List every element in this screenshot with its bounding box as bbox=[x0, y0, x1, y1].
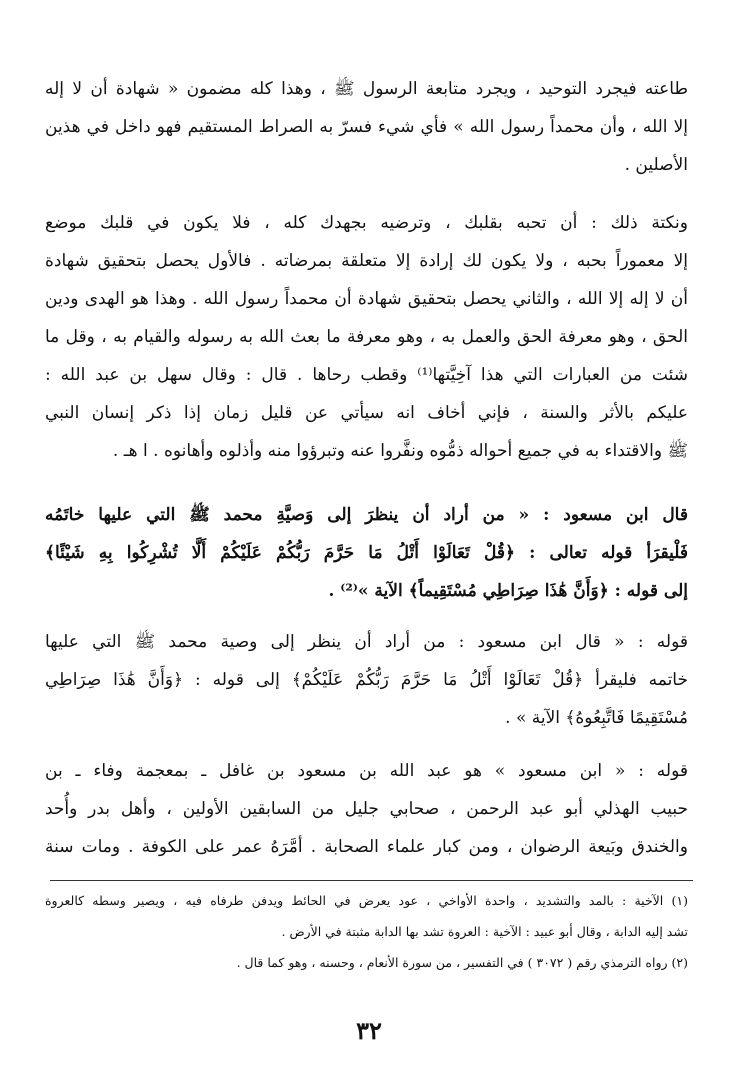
footnote-line: (٢) رواه الترمذي رقم ( ٣٠٧٢ ) في التفسير ، من سورة الأنعام ، وحسنه ، وهو كما قال . bbox=[236, 955, 688, 970]
text-line: طاعته فيجرد التوحيد ، ويجرد متابعة الرسول ﷺ ، وهذا كله مضمون « شهادة أن لا إله bbox=[45, 79, 688, 99]
footnote-line: تشد إليه الدابة ، وقال أبو عبيد : الآخية : العروة تشد بها الدابة مثبتة في الأرض . bbox=[281, 924, 688, 939]
text-line: خاتمه فليقرأ ﴿قُلْ تَعَالَوْا أَتْلُ مَا حَرَّمَ رَبُّكُمْ عَلَيْكُمْ﴾ إلى قوله : ﴿وَأَنَّ هَٰذَا صِرَاطِي bbox=[45, 670, 688, 690]
footnote-separator bbox=[50, 880, 693, 881]
text-line: عليكم بالأثر والسنة ، فإني أخاف انه سيأتي عن قليل زمان إذا ذكر إنسان النبي bbox=[45, 403, 688, 423]
text-line: إلا الله ، وأن محمداً رسول الله » فأي شيء فسرّ به الصراط المستقيم فهو داخل في هذين bbox=[45, 117, 688, 137]
text-line: قوله : « قال ابن مسعود : من أراد أن ينظر إلى وصية محمد ﷺ التي عليها bbox=[45, 632, 688, 652]
page-number: ٣٢ bbox=[356, 1016, 382, 1045]
text-line: مُسْتَقِيمًا فَاتَّبِعُوهُ﴾ الآية » . bbox=[505, 708, 688, 728]
text-line: والخندق وبَيعة الرضوان ، ومن كبار علماء الصحابة . أمَّرَهُ عمر على الكوفة . ومات سنة bbox=[45, 837, 688, 857]
footnote-line: (١) الآخية : بالمد والتشديد ، واحدة الأواخي ، عود يعرض في الحائط ويدفن طرفاه فيه ، ويصير وسطه كالعروة bbox=[45, 893, 688, 908]
text-line: شئت من العبارات التي هذا آخِيَّتها⁽¹⁾ وقطب رحاها . قال : وقال سهل بن عبد الله : bbox=[45, 365, 688, 385]
text-line: إلا معموراً بحبه ، ولا يكون لك إرادة إلا متعلقة بمرضاته . فالأول يحصل بتحقيق شهادة bbox=[45, 251, 688, 271]
text-line: ﷺ والاقتداء به في جميع أحواله ذمُّوه ونفَّروا عنه وتبرؤوا منه وأذلوه وأهانوه . ا هـ . bbox=[112, 441, 688, 461]
footnotes bbox=[45, 885, 688, 978]
text-line: فَلْيقرَأ قوله تعالى : ﴿قُلْ تَعَالَوْا أَتْلُ مَا حَرَّمَ رَبُّكُمْ عَلَيْكُمْ أَلَّا تُشْرِكُوا بِهِ شَيْئًا﴾ bbox=[45, 543, 688, 563]
text-line: إلى قوله : ﴿وَأَنَّ هَٰذَا صِرَاطِي مُسْتَقِيماً﴾ الآية »⁽²⁾ . bbox=[328, 581, 688, 601]
text-line: قال ابن مسعود : « من أراد أن ينظرَ إلى وَصيَّةِ محمد ﷺ التي عليها خاتَمُه bbox=[45, 505, 688, 525]
paragraph-nukta bbox=[45, 204, 688, 470]
paragraph-ibn-masud-quote bbox=[45, 496, 688, 610]
text-line: ونكتة ذلك : أن تحبه بقلبك ، وترضيه بجهدك كله ، فلا يكون في قلبك موضع bbox=[45, 213, 688, 233]
text-line: الحق ، وهو معرفة الحق والعمل به ، وهو معرفة ما بعث الله به رسوله والقيام به ، وقل ما bbox=[45, 327, 688, 347]
paragraph-continuation bbox=[45, 70, 688, 184]
text-line: قوله : « ابن مسعود » هو عبد الله بن مسعود بن غافل ـ بمعجمة وفاء ـ بن bbox=[45, 761, 688, 781]
paragraph-commentary-1 bbox=[45, 623, 688, 737]
paragraph-commentary-2 bbox=[45, 752, 688, 866]
text-line: حبيب الهذلي أبو عبد الرحمن ، صحابي جليل من السابقين الأولين ، وأهل بدر وأُحد bbox=[45, 799, 688, 819]
text-line: الأصلين . bbox=[624, 155, 688, 175]
text-line: أن لا إله إلا الله ، والثاني يحصل بتحقيق شهادة أن محمداً رسول الله . وهذا هو الهدى ودين bbox=[45, 289, 688, 309]
